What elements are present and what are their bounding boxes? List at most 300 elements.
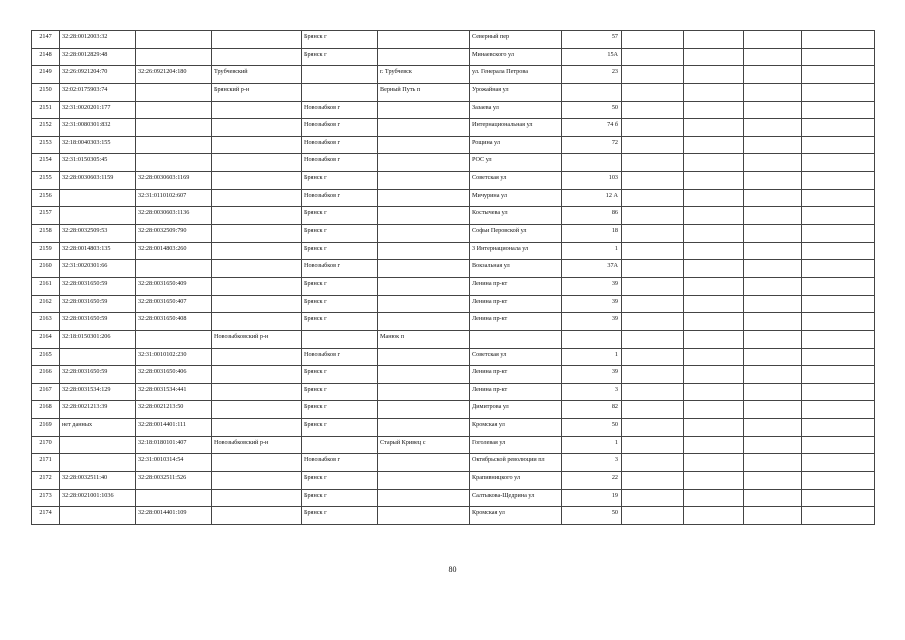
- empty-cell: [622, 401, 684, 419]
- cadastral-number-cell: 32:28:0031650:59: [60, 295, 136, 313]
- cadastral-number-cell: 32:26:0921204:70: [60, 66, 136, 84]
- city-cell: [302, 66, 378, 84]
- empty-cell: [622, 383, 684, 401]
- city-cell: [302, 83, 378, 101]
- district-cell: [212, 225, 302, 243]
- street-cell: 3 Интернационала ул: [470, 242, 562, 260]
- locality-cell: [378, 454, 470, 472]
- row-number-cell: 2163: [32, 313, 60, 331]
- locality-cell: [378, 189, 470, 207]
- empty-cell: [802, 48, 875, 66]
- empty-cell: [744, 154, 802, 172]
- empty-cell: [802, 225, 875, 243]
- object-cadastral-number-cell: [136, 48, 212, 66]
- empty-cell: [744, 348, 802, 366]
- locality-cell: [378, 383, 470, 401]
- house-number-cell: [562, 154, 622, 172]
- empty-cell: [802, 436, 875, 454]
- empty-cell: [802, 383, 875, 401]
- empty-cell: [684, 383, 744, 401]
- empty-cell: [622, 225, 684, 243]
- district-cell: [212, 189, 302, 207]
- district-cell: [212, 207, 302, 225]
- house-number-cell: 50: [562, 507, 622, 525]
- table-row: [32, 172, 875, 190]
- street-cell: Кромская ул: [470, 419, 562, 437]
- district-cell: Новозыбковский р-н: [212, 330, 302, 348]
- empty-cell: [802, 313, 875, 331]
- table-row: [32, 66, 875, 84]
- empty-cell: [744, 207, 802, 225]
- empty-cell: [802, 83, 875, 101]
- row-number-cell: 2154: [32, 154, 60, 172]
- cadastral-number-cell: [60, 507, 136, 525]
- object-cadastral-number-cell: 32:31:0010102:230: [136, 348, 212, 366]
- district-cell: [212, 489, 302, 507]
- empty-cell: [744, 101, 802, 119]
- city-cell: Новозыбков г: [302, 260, 378, 278]
- city-cell: Брянск г: [302, 277, 378, 295]
- district-cell: [212, 172, 302, 190]
- empty-cell: [622, 101, 684, 119]
- empty-cell: [622, 260, 684, 278]
- object-cadastral-number-cell: [136, 119, 212, 137]
- empty-cell: [744, 383, 802, 401]
- empty-cell: [744, 313, 802, 331]
- street-cell: Гоголевая ул: [470, 436, 562, 454]
- empty-cell: [802, 119, 875, 137]
- district-cell: [212, 454, 302, 472]
- street-cell: Ленина пр-кт: [470, 366, 562, 384]
- table-row: [32, 348, 875, 366]
- street-cell: Ленина пр-кт: [470, 313, 562, 331]
- cadastral-number-cell: [60, 189, 136, 207]
- empty-cell: [744, 260, 802, 278]
- house-number-cell: 1: [562, 436, 622, 454]
- object-cadastral-number-cell: 32:18:0180101:407: [136, 436, 212, 454]
- cadastral-number-cell: 32:28:0032509:53: [60, 225, 136, 243]
- table-row: [32, 48, 875, 66]
- empty-cell: [622, 454, 684, 472]
- empty-cell: [744, 330, 802, 348]
- street-cell: РОС ул: [470, 154, 562, 172]
- object-cadastral-number-cell: 32:28:0030603:1169: [136, 172, 212, 190]
- empty-cell: [744, 489, 802, 507]
- house-number-cell: 12 А: [562, 189, 622, 207]
- empty-cell: [622, 172, 684, 190]
- empty-cell: [802, 172, 875, 190]
- empty-cell: [684, 436, 744, 454]
- empty-cell: [744, 401, 802, 419]
- empty-cell: [684, 154, 744, 172]
- table-row: [32, 419, 875, 437]
- house-number-cell: 39: [562, 313, 622, 331]
- object-cadastral-number-cell: [136, 489, 212, 507]
- empty-cell: [622, 242, 684, 260]
- row-number-cell: 2150: [32, 83, 60, 101]
- house-number-cell: 37А: [562, 260, 622, 278]
- district-cell: Новозыбковский р-н: [212, 436, 302, 454]
- house-number-cell: 86: [562, 207, 622, 225]
- empty-cell: [744, 119, 802, 137]
- empty-cell: [802, 295, 875, 313]
- table-row: [32, 295, 875, 313]
- row-number-cell: 2157: [32, 207, 60, 225]
- street-cell: Софьи Перовской ул: [470, 225, 562, 243]
- object-cadastral-number-cell: 32:28:0014803:260: [136, 242, 212, 260]
- empty-cell: [622, 83, 684, 101]
- cadastral-number-cell: 32:31:0080301:832: [60, 119, 136, 137]
- street-cell: Кромская ул: [470, 507, 562, 525]
- empty-cell: [622, 119, 684, 137]
- empty-cell: [622, 48, 684, 66]
- empty-cell: [684, 419, 744, 437]
- house-number-cell: 22: [562, 472, 622, 490]
- street-cell: Костычева ул: [470, 207, 562, 225]
- street-cell: Вокзальная ул: [470, 260, 562, 278]
- district-cell: [212, 260, 302, 278]
- empty-cell: [684, 101, 744, 119]
- street-cell: Салтыкова-Щедрина ул: [470, 489, 562, 507]
- city-cell: Брянск г: [302, 207, 378, 225]
- empty-cell: [802, 260, 875, 278]
- object-cadastral-number-cell: 32:28:0030603:1136: [136, 207, 212, 225]
- locality-cell: [378, 348, 470, 366]
- street-cell: Октябрьской революции пл: [470, 454, 562, 472]
- locality-cell: [378, 401, 470, 419]
- city-cell: Брянск г: [302, 225, 378, 243]
- district-cell: [212, 419, 302, 437]
- cadastral-number-cell: [60, 454, 136, 472]
- table-row: [32, 454, 875, 472]
- street-cell: Мичурина ул: [470, 189, 562, 207]
- empty-cell: [684, 401, 744, 419]
- empty-cell: [684, 31, 744, 49]
- cadastral-number-cell: 32:28:0012829:48: [60, 48, 136, 66]
- cadastral-number-cell: 32:02:0175903:74: [60, 83, 136, 101]
- empty-cell: [744, 189, 802, 207]
- empty-cell: [622, 348, 684, 366]
- empty-cell: [802, 507, 875, 525]
- cadastral-number-cell: 32:28:0030603:1159: [60, 172, 136, 190]
- empty-cell: [622, 207, 684, 225]
- empty-cell: [802, 154, 875, 172]
- street-cell: Ленина пр-кт: [470, 277, 562, 295]
- row-number-cell: 2172: [32, 472, 60, 490]
- house-number-cell: 39: [562, 366, 622, 384]
- empty-cell: [744, 419, 802, 437]
- table-row: [32, 277, 875, 295]
- empty-cell: [744, 454, 802, 472]
- locality-cell: [378, 119, 470, 137]
- table-row: [32, 225, 875, 243]
- empty-cell: [622, 330, 684, 348]
- empty-cell: [802, 66, 875, 84]
- table-row: [32, 119, 875, 137]
- empty-cell: [684, 313, 744, 331]
- table-row: [32, 31, 875, 49]
- empty-cell: [802, 101, 875, 119]
- cadastral-number-cell: 32:31:0020201:177: [60, 101, 136, 119]
- locality-cell: [378, 242, 470, 260]
- street-cell: Ленина пр-кт: [470, 295, 562, 313]
- house-number-cell: 3: [562, 454, 622, 472]
- row-number-cell: 2168: [32, 401, 60, 419]
- object-cadastral-number-cell: [136, 101, 212, 119]
- cadastral-number-cell: [60, 436, 136, 454]
- locality-cell: [378, 136, 470, 154]
- district-cell: [212, 242, 302, 260]
- locality-cell: Манюк п: [378, 330, 470, 348]
- row-number-cell: 2155: [32, 172, 60, 190]
- table-row: [32, 101, 875, 119]
- empty-cell: [802, 330, 875, 348]
- row-number-cell: 2167: [32, 383, 60, 401]
- row-number-cell: 2149: [32, 66, 60, 84]
- empty-cell: [684, 48, 744, 66]
- city-cell: Новозыбков г: [302, 348, 378, 366]
- street-cell: Северный пер: [470, 31, 562, 49]
- table-row: [32, 136, 875, 154]
- registry-table: [31, 30, 875, 525]
- table-row: [32, 436, 875, 454]
- city-cell: Брянск г: [302, 489, 378, 507]
- empty-cell: [622, 366, 684, 384]
- object-cadastral-number-cell: [136, 83, 212, 101]
- empty-cell: [802, 189, 875, 207]
- table-row: [32, 366, 875, 384]
- empty-cell: [802, 401, 875, 419]
- object-cadastral-number-cell: 32:28:0014401:109: [136, 507, 212, 525]
- empty-cell: [684, 277, 744, 295]
- empty-cell: [802, 489, 875, 507]
- row-number-cell: 2166: [32, 366, 60, 384]
- cadastral-number-cell: 32:28:0031650:59: [60, 277, 136, 295]
- table-row: [32, 154, 875, 172]
- city-cell: Новозыбков г: [302, 136, 378, 154]
- locality-cell: [378, 48, 470, 66]
- locality-cell: [378, 472, 470, 490]
- object-cadastral-number-cell: 32:28:0031650:406: [136, 366, 212, 384]
- empty-cell: [622, 472, 684, 490]
- empty-cell: [684, 330, 744, 348]
- cadastral-number-cell: 32:28:0031650:59: [60, 366, 136, 384]
- empty-cell: [622, 189, 684, 207]
- row-number-cell: 2147: [32, 31, 60, 49]
- empty-cell: [802, 136, 875, 154]
- house-number-cell: 50: [562, 101, 622, 119]
- registry-table-body: [32, 31, 875, 525]
- table-row: [32, 242, 875, 260]
- cadastral-number-cell: нет данных: [60, 419, 136, 437]
- empty-cell: [744, 472, 802, 490]
- street-cell: Урожайная ул: [470, 83, 562, 101]
- table-row: [32, 507, 875, 525]
- object-cadastral-number-cell: 32:26:0921204:180: [136, 66, 212, 84]
- object-cadastral-number-cell: 32:28:0032509:790: [136, 225, 212, 243]
- locality-cell: [378, 31, 470, 49]
- table-row: [32, 83, 875, 101]
- empty-cell: [744, 172, 802, 190]
- empty-cell: [802, 472, 875, 490]
- cadastral-number-cell: 32:28:0032511:40: [60, 472, 136, 490]
- street-cell: Крапивницкого ул: [470, 472, 562, 490]
- empty-cell: [744, 366, 802, 384]
- city-cell: Брянск г: [302, 48, 378, 66]
- district-cell: [212, 472, 302, 490]
- house-number-cell: 72: [562, 136, 622, 154]
- table-row: [32, 189, 875, 207]
- city-cell: Новозыбков г: [302, 189, 378, 207]
- row-number-cell: 2151: [32, 101, 60, 119]
- empty-cell: [684, 295, 744, 313]
- street-cell: [470, 330, 562, 348]
- locality-cell: [378, 154, 470, 172]
- empty-cell: [684, 489, 744, 507]
- house-number-cell: 23: [562, 66, 622, 84]
- house-number-cell: 19: [562, 489, 622, 507]
- city-cell: Брянск г: [302, 507, 378, 525]
- city-cell: Брянск г: [302, 419, 378, 437]
- locality-cell: [378, 101, 470, 119]
- object-cadastral-number-cell: 32:28:0031534:441: [136, 383, 212, 401]
- locality-cell: Старый Кривец с: [378, 436, 470, 454]
- empty-cell: [622, 277, 684, 295]
- district-cell: Брянский р-н: [212, 83, 302, 101]
- cadastral-number-cell: 32:18:0150301:206: [60, 330, 136, 348]
- empty-cell: [622, 419, 684, 437]
- city-cell: Брянск г: [302, 31, 378, 49]
- city-cell: Брянск г: [302, 401, 378, 419]
- locality-cell: [378, 295, 470, 313]
- object-cadastral-number-cell: 32:28:0031650:409: [136, 277, 212, 295]
- city-cell: Брянск г: [302, 242, 378, 260]
- city-cell: [302, 330, 378, 348]
- district-cell: [212, 101, 302, 119]
- row-number-cell: 2170: [32, 436, 60, 454]
- empty-cell: [622, 136, 684, 154]
- cadastral-number-cell: [60, 207, 136, 225]
- empty-cell: [622, 295, 684, 313]
- empty-cell: [744, 83, 802, 101]
- row-number-cell: 2173: [32, 489, 60, 507]
- table-row: [32, 313, 875, 331]
- table-row: [32, 330, 875, 348]
- district-cell: [212, 348, 302, 366]
- row-number-cell: 2158: [32, 225, 60, 243]
- empty-cell: [622, 66, 684, 84]
- district-cell: [212, 136, 302, 154]
- locality-cell: г. Трубчевск: [378, 66, 470, 84]
- empty-cell: [622, 489, 684, 507]
- object-cadastral-number-cell: 32:31:0010314:54: [136, 454, 212, 472]
- city-cell: Брянск г: [302, 383, 378, 401]
- house-number-cell: 50: [562, 419, 622, 437]
- street-cell: Советская ул: [470, 172, 562, 190]
- district-cell: [212, 313, 302, 331]
- district-cell: [212, 383, 302, 401]
- empty-cell: [744, 31, 802, 49]
- row-number-cell: 2159: [32, 242, 60, 260]
- empty-cell: [622, 31, 684, 49]
- locality-cell: [378, 277, 470, 295]
- city-cell: [302, 436, 378, 454]
- city-cell: Новозыбков г: [302, 454, 378, 472]
- street-cell: Ленина пр-кт: [470, 383, 562, 401]
- locality-cell: [378, 313, 470, 331]
- house-number-cell: 74 б: [562, 119, 622, 137]
- object-cadastral-number-cell: 32:28:0021213:50: [136, 401, 212, 419]
- cadastral-number-cell: [60, 348, 136, 366]
- house-number-cell: [562, 83, 622, 101]
- house-number-cell: 1: [562, 242, 622, 260]
- cadastral-number-cell: 32:18:0040303:155: [60, 136, 136, 154]
- object-cadastral-number-cell: 32:28:0031650:408: [136, 313, 212, 331]
- empty-cell: [802, 366, 875, 384]
- house-number-cell: 39: [562, 277, 622, 295]
- street-cell: Рощина ул: [470, 136, 562, 154]
- object-cadastral-number-cell: 32:31:0110102:607: [136, 189, 212, 207]
- table-row: [32, 383, 875, 401]
- district-cell: [212, 366, 302, 384]
- object-cadastral-number-cell: 32:28:0014401:111: [136, 419, 212, 437]
- row-number-cell: 2161: [32, 277, 60, 295]
- row-number-cell: 2164: [32, 330, 60, 348]
- locality-cell: [378, 172, 470, 190]
- house-number-cell: 39: [562, 295, 622, 313]
- empty-cell: [622, 154, 684, 172]
- object-cadastral-number-cell: 32:28:0031650:407: [136, 295, 212, 313]
- empty-cell: [744, 48, 802, 66]
- house-number-cell: 82: [562, 401, 622, 419]
- house-number-cell: 57: [562, 31, 622, 49]
- district-cell: [212, 401, 302, 419]
- street-cell: Зазаева ул: [470, 101, 562, 119]
- house-number-cell: 15А: [562, 48, 622, 66]
- city-cell: Брянск г: [302, 295, 378, 313]
- locality-cell: Верный Путь п: [378, 83, 470, 101]
- row-number-cell: 2148: [32, 48, 60, 66]
- district-cell: [212, 31, 302, 49]
- cadastral-number-cell: 32:28:0014803:135: [60, 242, 136, 260]
- object-cadastral-number-cell: [136, 330, 212, 348]
- cadastral-number-cell: 32:28:0031650:59: [60, 313, 136, 331]
- table-row: [32, 207, 875, 225]
- locality-cell: [378, 366, 470, 384]
- empty-cell: [802, 277, 875, 295]
- district-cell: [212, 277, 302, 295]
- table-row: [32, 489, 875, 507]
- city-cell: Брянск г: [302, 366, 378, 384]
- empty-cell: [684, 348, 744, 366]
- row-number-cell: 2169: [32, 419, 60, 437]
- locality-cell: [378, 419, 470, 437]
- empty-cell: [684, 172, 744, 190]
- empty-cell: [684, 136, 744, 154]
- object-cadastral-number-cell: [136, 136, 212, 154]
- locality-cell: [378, 225, 470, 243]
- row-number-cell: 2174: [32, 507, 60, 525]
- row-number-cell: 2162: [32, 295, 60, 313]
- object-cadastral-number-cell: [136, 260, 212, 278]
- empty-cell: [684, 225, 744, 243]
- table-row: [32, 401, 875, 419]
- cadastral-number-cell: 32:28:0021213:39: [60, 401, 136, 419]
- object-cadastral-number-cell: 32:28:0032511:526: [136, 472, 212, 490]
- row-number-cell: 2156: [32, 189, 60, 207]
- empty-cell: [684, 207, 744, 225]
- row-number-cell: 2160: [32, 260, 60, 278]
